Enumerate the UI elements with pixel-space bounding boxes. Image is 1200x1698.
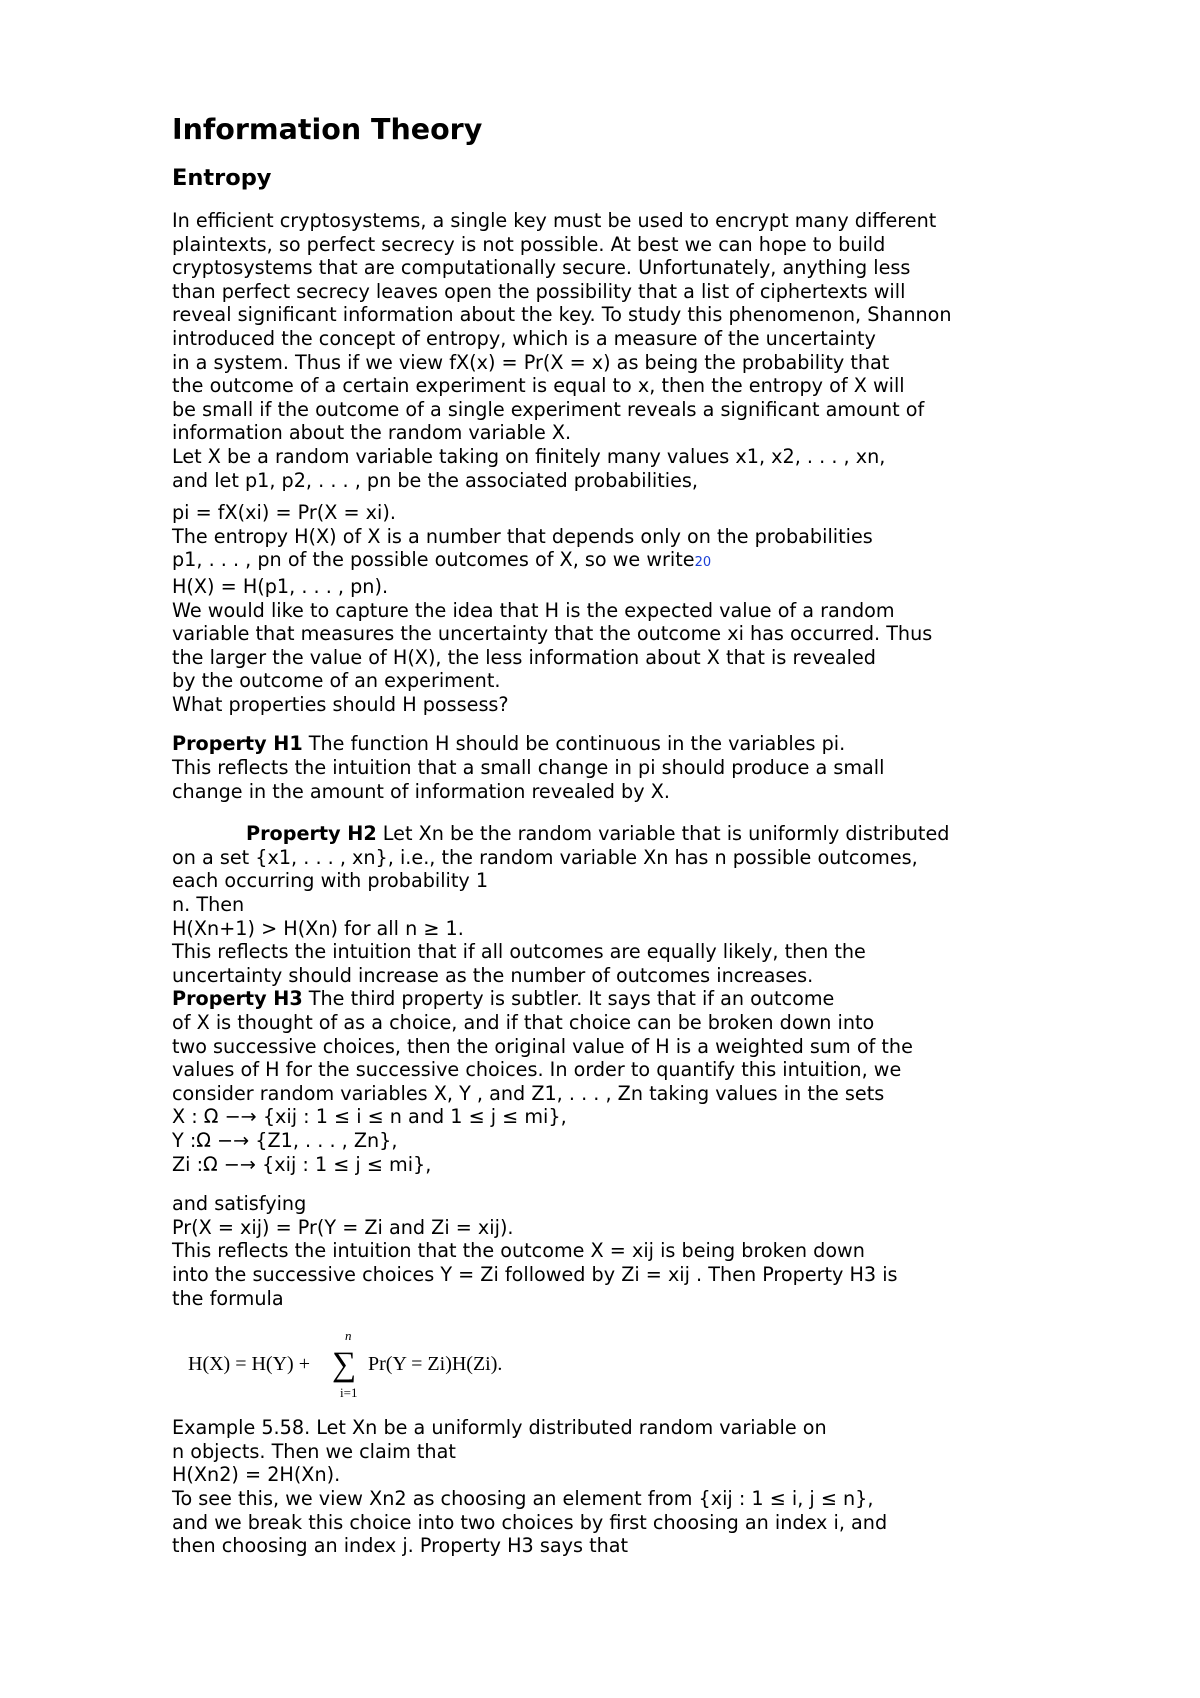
text-line: the outcome of a certain experiment is equal to x, then the entropy of X will (172, 374, 905, 398)
text-line: then choosing an index j. Property H3 says that (172, 1534, 629, 1558)
text-line: of X is thought of as a choice, and if that choice can be broken down into (172, 1011, 875, 1034)
paragraph-intro (172, 209, 1052, 492)
text-line: This reflects the intuition that the outcome X = xij is being broken down (172, 1239, 865, 1263)
text-line: In efficient cryptosystems, a single key must be used to encrypt many different (172, 209, 937, 232)
section-heading: Entropy (172, 165, 272, 191)
formula-lhs: H(X) = H(Y) + (188, 1353, 310, 1376)
text-line: the larger the value of H(X), the less information about X that is revealed (172, 645, 876, 669)
text-line: the formula (172, 1286, 284, 1310)
text-line: in a system. Thus if we view fX(x) = Pr(X = x) as being the probability that (172, 350, 890, 374)
text-line: Let X be a random variable taking on finitely many values x1, x2, . . . , xn, (172, 444, 886, 468)
text-line: n objects. Then we claim that (172, 1439, 456, 1463)
text-line: be small if the outcome of a single experiment reveals a significant amount of (172, 397, 925, 421)
text-line: by the outcome of an experiment. (172, 669, 501, 693)
paragraph-satisfying (172, 1192, 1052, 1310)
sum-sign: ∑ (332, 1346, 357, 1384)
text-line: two successive choices, then the original value of H is a weighted sum of the (172, 1034, 913, 1058)
text-line-with-footnote (172, 548, 1052, 575)
text-line: The function H should be continuous in the variables pi. (302, 732, 846, 756)
text-line: H(Xn2) = 2H(Xn). (172, 1463, 341, 1487)
formula-image (172, 1320, 1052, 1406)
text-line: The third property is subtler. It says that if an outcome (302, 987, 835, 1011)
text-line: introduced the concept of entropy, which is a measure of the uncertainty (172, 326, 876, 350)
text-line: This reflects the intuition that a small change in pi should produce a small (172, 756, 885, 780)
footnote-link[interactable]: 20 (694, 555, 712, 571)
text-line: pi = fX(xi) = Pr(X = xi). (172, 501, 396, 525)
text-line: into the successive choices Y = Zi followed by Zi = xij . Then Property H3 is (172, 1262, 898, 1286)
property-h1 (172, 732, 1052, 803)
text-line: cryptosystems that are computationally secure. Unfortunately, anything less (172, 256, 911, 280)
text-line: reveal significant information about the key. To study this phenomenon, Shannon (172, 303, 952, 327)
property-label: Property H3 (172, 987, 303, 1011)
text-line: values of H for the successive choices. In order to quantify this intuition, we (172, 1058, 902, 1082)
text-line: on a set {x1, . . . , xn}, i.e., the random variable Xn has n possible outcomes, (172, 845, 918, 869)
text-line: Y :Ω −→ {Z1, . . . , Zn}, (172, 1128, 398, 1152)
text-line: uncertainty should increase as the number of outcomes increases. (172, 963, 814, 987)
text-line: Pr(X = xij) = Pr(Y = Zi and Zi = xij). (172, 1215, 514, 1239)
paragraph-entropy-def (172, 501, 1052, 716)
text-line: The entropy H(X) of X is a number that depends only on the probabilities (172, 524, 873, 548)
text-line: Zi :Ω −→ {xij : 1 ≤ j ≤ mi}, (172, 1152, 432, 1176)
text-line: p1, . . . , pn of the possible outcomes of X, so we write (172, 548, 695, 572)
text-line: consider random variables X, Y , and Z1, . . . , Zn taking values in the sets (172, 1081, 885, 1105)
property-h3 (172, 987, 1052, 1176)
text-line: H(Xn+1) > H(Xn) for all n ≥ 1. (172, 916, 464, 940)
text-line: Example 5.58. Let Xn be a uniformly distributed random variable on (172, 1416, 827, 1440)
formula-svg (180, 1320, 600, 1406)
text-line: To see this, we view Xn2 as choosing an element from {xij : 1 ≤ i, j ≤ n}, (172, 1486, 874, 1510)
text-line: change in the amount of information revealed by X. (172, 779, 670, 803)
property-label: Property H1 (172, 732, 303, 756)
document-body (172, 112, 1052, 1558)
text-line: X : Ω −→ {xij : 1 ≤ i ≤ n and 1 ≤ j ≤ mi}, (172, 1105, 567, 1129)
text-line: information about the random variable X. (172, 421, 572, 445)
text-line: We would like to capture the idea that H is the expected value of a random (172, 598, 895, 622)
text-line: and we break this choice into two choices by first choosing an index i, and (172, 1510, 888, 1534)
text-line: and satisfying (172, 1192, 307, 1216)
text-line: and let p1, p2, . . . , pn be the associated probabilities, (172, 468, 699, 492)
sum-upper-limit: n (345, 1328, 352, 1344)
text-line: each occurring with probability 1 (172, 869, 489, 893)
property-label: Property H2 (246, 822, 377, 846)
property-h2 (172, 822, 1052, 987)
text-line: plaintexts, so perfect secrecy is not possible. At best we can hope to build (172, 232, 886, 256)
text-line: H(X) = H(p1, . . . , pn). (172, 574, 389, 598)
text-line: variable that measures the uncertainty that the outcome xi has occurred. Thus (172, 622, 933, 646)
example-block (172, 1416, 1052, 1558)
formula-rhs: Pr(Y = Zi)H(Zi). (368, 1353, 503, 1376)
text-line: n. Then (172, 893, 245, 917)
text-line: This reflects the intuition that if all outcomes are equally likely, then the (172, 940, 866, 964)
page-title: Information Theory (172, 113, 483, 146)
text-line: Let Xn be the random variable that is uniformly distributed (376, 822, 950, 846)
sum-lower-limit: i=1 (340, 1385, 358, 1401)
text-line: What properties should H possess? (172, 692, 509, 716)
text-line: than perfect secrecy leaves open the possibility that a list of ciphertexts will (172, 279, 906, 303)
